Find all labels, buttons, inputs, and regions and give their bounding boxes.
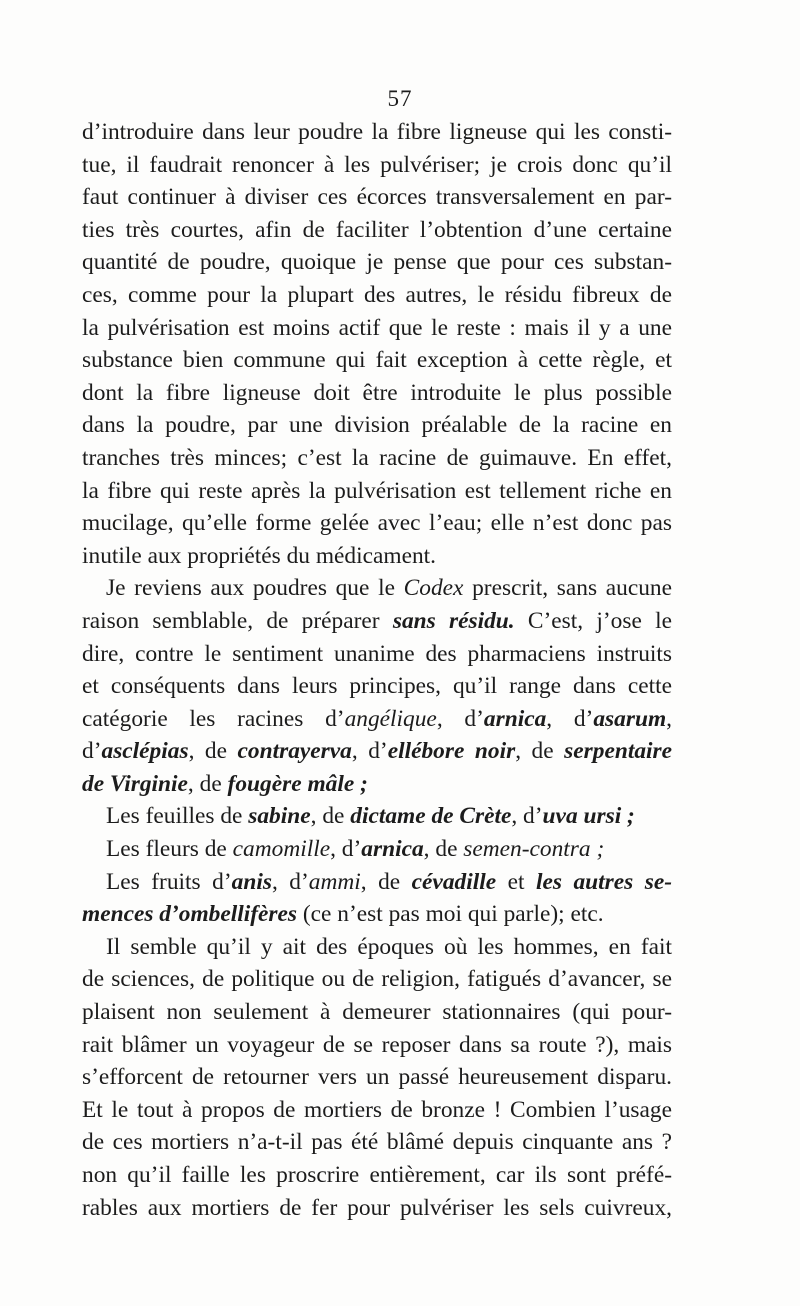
text-line [82, 149, 672, 182]
emphasized-term: contrayerva [237, 738, 352, 765]
text-line [82, 540, 672, 573]
emphasized-term: semen-contra ; [463, 836, 605, 863]
emphasized-term: sans résidu. [392, 607, 515, 634]
emphasized-term: arnica [361, 836, 424, 863]
emphasized-term: asclépias [101, 738, 189, 765]
text-line [82, 279, 672, 312]
text-line [82, 1029, 672, 1062]
text-line [82, 1094, 672, 1127]
text-run: de ces mortiers n’a-t-il pas été blâmé depuis cinquante ans ? [82, 1129, 672, 1156]
text-line [82, 638, 672, 671]
page-number: 57 [387, 86, 413, 111]
text-run: faut continuer à diviser ces écorces transversalement en par- [82, 184, 672, 211]
text-run: et conséquents dans leurs principes, qu’il range dans cette [82, 673, 672, 700]
emphasized-term: sabine [248, 803, 311, 830]
text-line [82, 1159, 672, 1192]
text-run: plaisent non seulement à demeurer stationnaires (qui pour- [82, 999, 672, 1026]
text-run: raison semblable, de préparer [82, 607, 393, 634]
text-line [82, 475, 672, 508]
text-run: prescrit, sans aucune [463, 575, 672, 602]
text-line [82, 931, 672, 964]
text-run: dont la fibre ligneuse doit être introduite le plus possible [82, 379, 672, 406]
text-run: , de [515, 738, 565, 765]
text-line [82, 507, 672, 540]
text-line [82, 246, 672, 279]
text-line [82, 312, 672, 345]
emphasized-term: ellébore noir [387, 738, 516, 765]
text-run: , de [187, 770, 228, 797]
text-line [82, 442, 672, 475]
text-run: d’ [82, 738, 102, 765]
text-run: tue, il faudrait renoncer à les pulvériser; je crois donc qu’il [82, 151, 672, 178]
text-line [82, 963, 672, 996]
text-run: , d’ [546, 705, 594, 732]
text-run: Et le tout à propos de mortiers de bronze ! Combien l’usage [82, 1096, 672, 1123]
text-line [82, 344, 672, 377]
emphasized-term: angélique [344, 705, 437, 732]
text-run: la pulvérisation est moins actif que le reste : mais il y a une [82, 314, 672, 341]
text-run: mucilage, qu’elle forme gelée avec l’eau; elle n’est donc pas [82, 510, 672, 537]
emphasized-term: les autres se- [535, 868, 673, 895]
text-run: , d’ [511, 803, 543, 830]
text-run: s’efforcent de retourner vers un passé heureusement disparu. [82, 1064, 672, 1091]
text-line [82, 866, 672, 899]
text-run: substance bien commune qui fait exception à cette règle, et [82, 347, 672, 374]
text-run: dans la poudre, par une division préalable de la racine en [82, 412, 672, 439]
text-line [82, 670, 672, 703]
text-run: , d’ [271, 868, 309, 895]
emphasized-term: anis [231, 868, 272, 895]
text-line [82, 1061, 672, 1094]
text-run: rait blâmer un voyageur de se reposer dans sa route ?), mais [82, 1031, 672, 1058]
emphasized-term: uva ursi ; [542, 803, 635, 830]
emphasized-term: asarum [593, 705, 667, 732]
text-line [82, 833, 672, 866]
text-run: ces, comme pour la plupart des autres, le résidu fibreux de [82, 281, 672, 308]
emphasized-term: mences d’ombellifères [82, 901, 298, 928]
text-run: , d’ [330, 836, 362, 863]
emphasized-term: serpentaire [564, 738, 673, 765]
text-run: Je reviens aux poudres que le [106, 575, 404, 602]
text-line [82, 996, 672, 1029]
text-run: la fibre qui reste après la pulvérisation est tellement riche en [82, 477, 672, 504]
text-line [82, 735, 672, 768]
text-line [82, 605, 672, 638]
text-run: Il semble qu’il y ait des époques où les hommes, en fait [106, 933, 672, 960]
text-line [82, 768, 672, 801]
text-run: Les fleurs de [106, 836, 233, 863]
text-run: dire, contre le sentiment unanime des pharmaciens instruits [82, 640, 672, 667]
emphasized-term: cévadille [411, 868, 497, 895]
text-run: , de [310, 803, 351, 830]
emphasized-term: camomille [232, 836, 331, 863]
emphasized-term: de Virginie [82, 770, 188, 797]
body-text [82, 116, 672, 1224]
text-run: de sciences, de politique ou de religion, fatigués d’avancer, se [82, 966, 672, 993]
text-line [82, 1192, 672, 1225]
text-line [82, 572, 672, 605]
emphasized-term: dictame de Crète [350, 803, 512, 830]
text-run: Les feuilles de [106, 803, 249, 830]
text-run: quantité de poudre, quoique je pense que pour ces substan- [82, 249, 672, 276]
text-run: Les fruits d’ [106, 868, 232, 895]
emphasized-term: Codex [403, 575, 464, 602]
text-line [82, 1126, 672, 1159]
text-run: , d’ [351, 738, 388, 765]
text-run: rables aux mortiers de fer pour pulvériser les sels cuivreux, [82, 1194, 672, 1221]
text-run: , de [360, 868, 412, 895]
text-run: , de [423, 836, 464, 863]
text-run: ties très courtes, afin de faciliter l’obtention d’une certaine [82, 216, 672, 243]
text-run: inutile aux propriétés du médicament. [82, 542, 437, 569]
text-run: catégorie les racines d’ [82, 705, 345, 732]
emphasized-term: fougère mâle ; [227, 770, 368, 797]
text-run: , [666, 705, 673, 732]
text-line [82, 377, 672, 410]
text-run: C’est, j’ose le [514, 607, 672, 634]
text-line [82, 898, 672, 931]
text-run: et [496, 868, 536, 895]
text-line [82, 703, 672, 736]
text-line [82, 409, 672, 442]
text-line [82, 116, 672, 149]
emphasized-term: arnica [483, 705, 547, 732]
text-run: , de [188, 738, 238, 765]
text-run: d’introduire dans leur poudre la fibre ligneuse qui les consti- [82, 119, 672, 145]
text-run: (ce n’est pas moi qui parle); etc. [297, 901, 604, 928]
text-run: , d’ [436, 705, 484, 732]
text-line [82, 214, 672, 247]
text-line [82, 181, 672, 214]
text-run: tranches très minces; c’est la racine de guimauve. En effet, [82, 444, 672, 471]
emphasized-term: ammi [308, 868, 361, 895]
text-run: non qu’il faille les proscrire entièrement, car ils sont préfé- [82, 1162, 672, 1188]
text-line [82, 800, 672, 833]
